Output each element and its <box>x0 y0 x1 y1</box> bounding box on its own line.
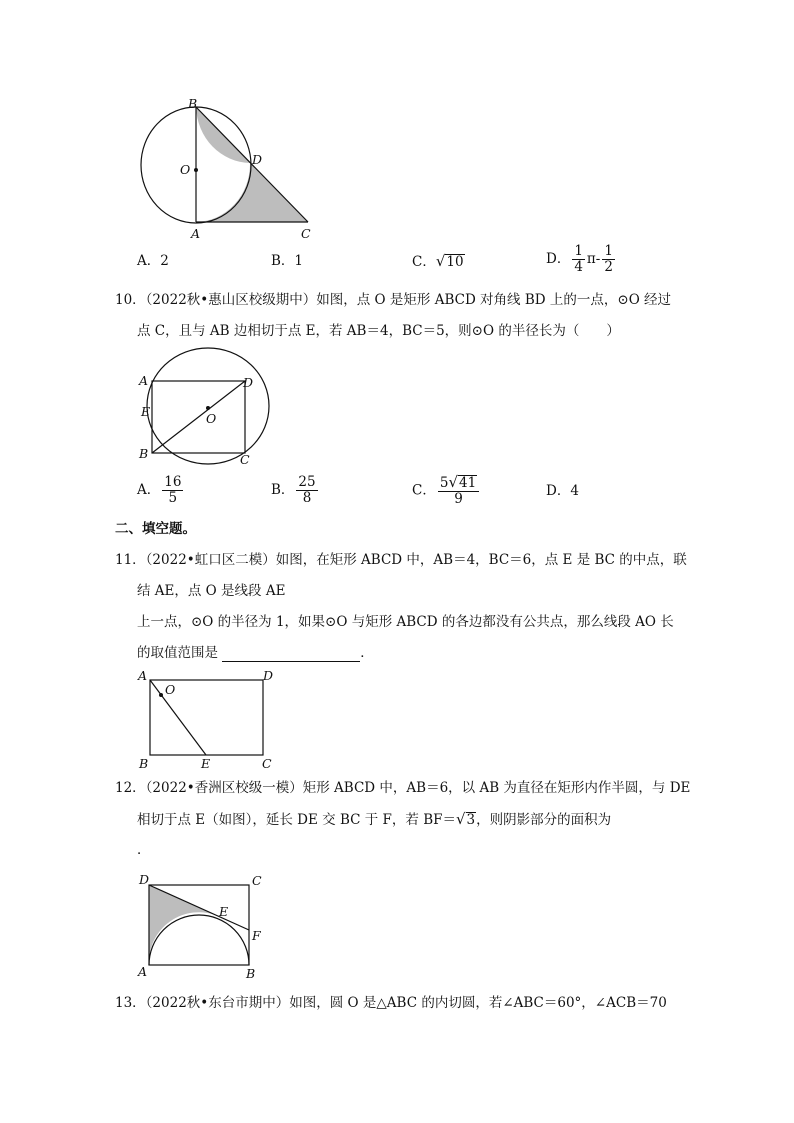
label-C: C <box>262 756 272 771</box>
q9-option-a: A．2 <box>137 253 169 269</box>
q9-option-b: B．1 <box>271 253 304 269</box>
q10-line2: 点 C，且与 AB 边相切于点 E，若 AB＝4，BC＝5，则⊙O 的半径长为（ ） <box>137 323 620 339</box>
label-C: C <box>252 873 262 888</box>
q12-line1: 12．（2022•香洲区校级一模）矩形 ABCD 中，AB＝6，以 AB 为直径在矩形内作半圆，与 DE <box>115 780 691 796</box>
label-O: O <box>206 411 217 426</box>
label-B: B <box>188 96 198 111</box>
q11-line4: 的取值范围是 ． <box>137 645 374 661</box>
q12-line2: 相切于点 E（如图），延长 DE 交 BC 于 F，若 BF＝√3，则阴影部分的面积为 <box>137 810 612 828</box>
label-D: D <box>252 152 263 167</box>
q12-line3: ． <box>137 842 151 858</box>
section-fill-in-blank: 二、填空题。 <box>115 521 196 537</box>
label-A: A <box>191 226 201 241</box>
q10-line1: 10．（2022秋•惠山区校级期中）如图，点 O 是矩形 ABCD 对角线 BD 上的一点，⊙O 经过 <box>115 292 672 308</box>
segment-ae <box>150 680 206 755</box>
label-A: A <box>139 373 149 388</box>
label-C: C <box>301 226 311 241</box>
q11-line1: 11．（2022•虹口区二模）如图，在矩形 ABCD 中，AB＝4，BC＝6，点 E 是 BC 的中点，联 <box>115 552 687 568</box>
point-o-dot <box>159 693 163 697</box>
shaded-region-q12 <box>149 885 218 965</box>
label-E: E <box>219 904 229 919</box>
q10-option-c: C． $\frac{5√41}{9}$ <box>412 475 481 507</box>
label-D: D <box>139 872 150 887</box>
label-B: B <box>139 446 149 461</box>
figure-q12 <box>130 870 270 982</box>
label-A: A <box>138 964 148 979</box>
q10-option-d: D．4 <box>546 483 579 499</box>
sqrt-sign: √ <box>448 473 458 491</box>
label-E: E <box>141 404 151 419</box>
label-O: O <box>165 682 176 697</box>
label-D: D <box>263 668 274 683</box>
figure-q11 <box>130 666 280 776</box>
label-F: F <box>252 928 261 943</box>
sqrt-sign: √ <box>435 252 446 270</box>
q9-option-d: D． $\frac{1}{4}$ π- $\frac{1}{2}$ <box>546 243 613 275</box>
label-B: B <box>246 966 256 981</box>
sqrt-sign: √ <box>455 810 466 828</box>
figure-q9 <box>130 95 330 245</box>
center-dot-q9 <box>194 168 198 172</box>
diagonal-bd <box>152 381 245 453</box>
q13-line1: 13．（2022秋•东台市期中）如图，圆 O 是△ABC 的内切圆，若∠ABC＝60°，∠ACB＝70 <box>115 995 667 1011</box>
label-O: O <box>180 162 191 177</box>
shaded-triangle-q9 <box>196 163 308 222</box>
figure-q10 <box>130 345 270 470</box>
q10-option-a: A． $\frac{16}{5}$ <box>137 474 182 506</box>
answer-blank-q11 <box>222 647 360 662</box>
label-D: D <box>243 375 254 390</box>
q9-option-c: C．√10 <box>412 252 464 270</box>
label-C: C <box>240 452 250 467</box>
label-B: B <box>139 756 149 771</box>
q10-option-b: B． $\frac{25}{8}$ <box>271 474 316 506</box>
q11-line3: 上一点，⊙O 的半径为 1，如果⊙O 与矩形 ABCD 的各边都没有公共点，那么线段 AO 长 <box>137 614 674 630</box>
q11-line2: 结 AE，点 O 是线段 AE <box>137 583 286 599</box>
label-A: A <box>138 668 148 683</box>
center-dot-q10 <box>206 406 210 410</box>
label-E: E <box>201 756 211 771</box>
